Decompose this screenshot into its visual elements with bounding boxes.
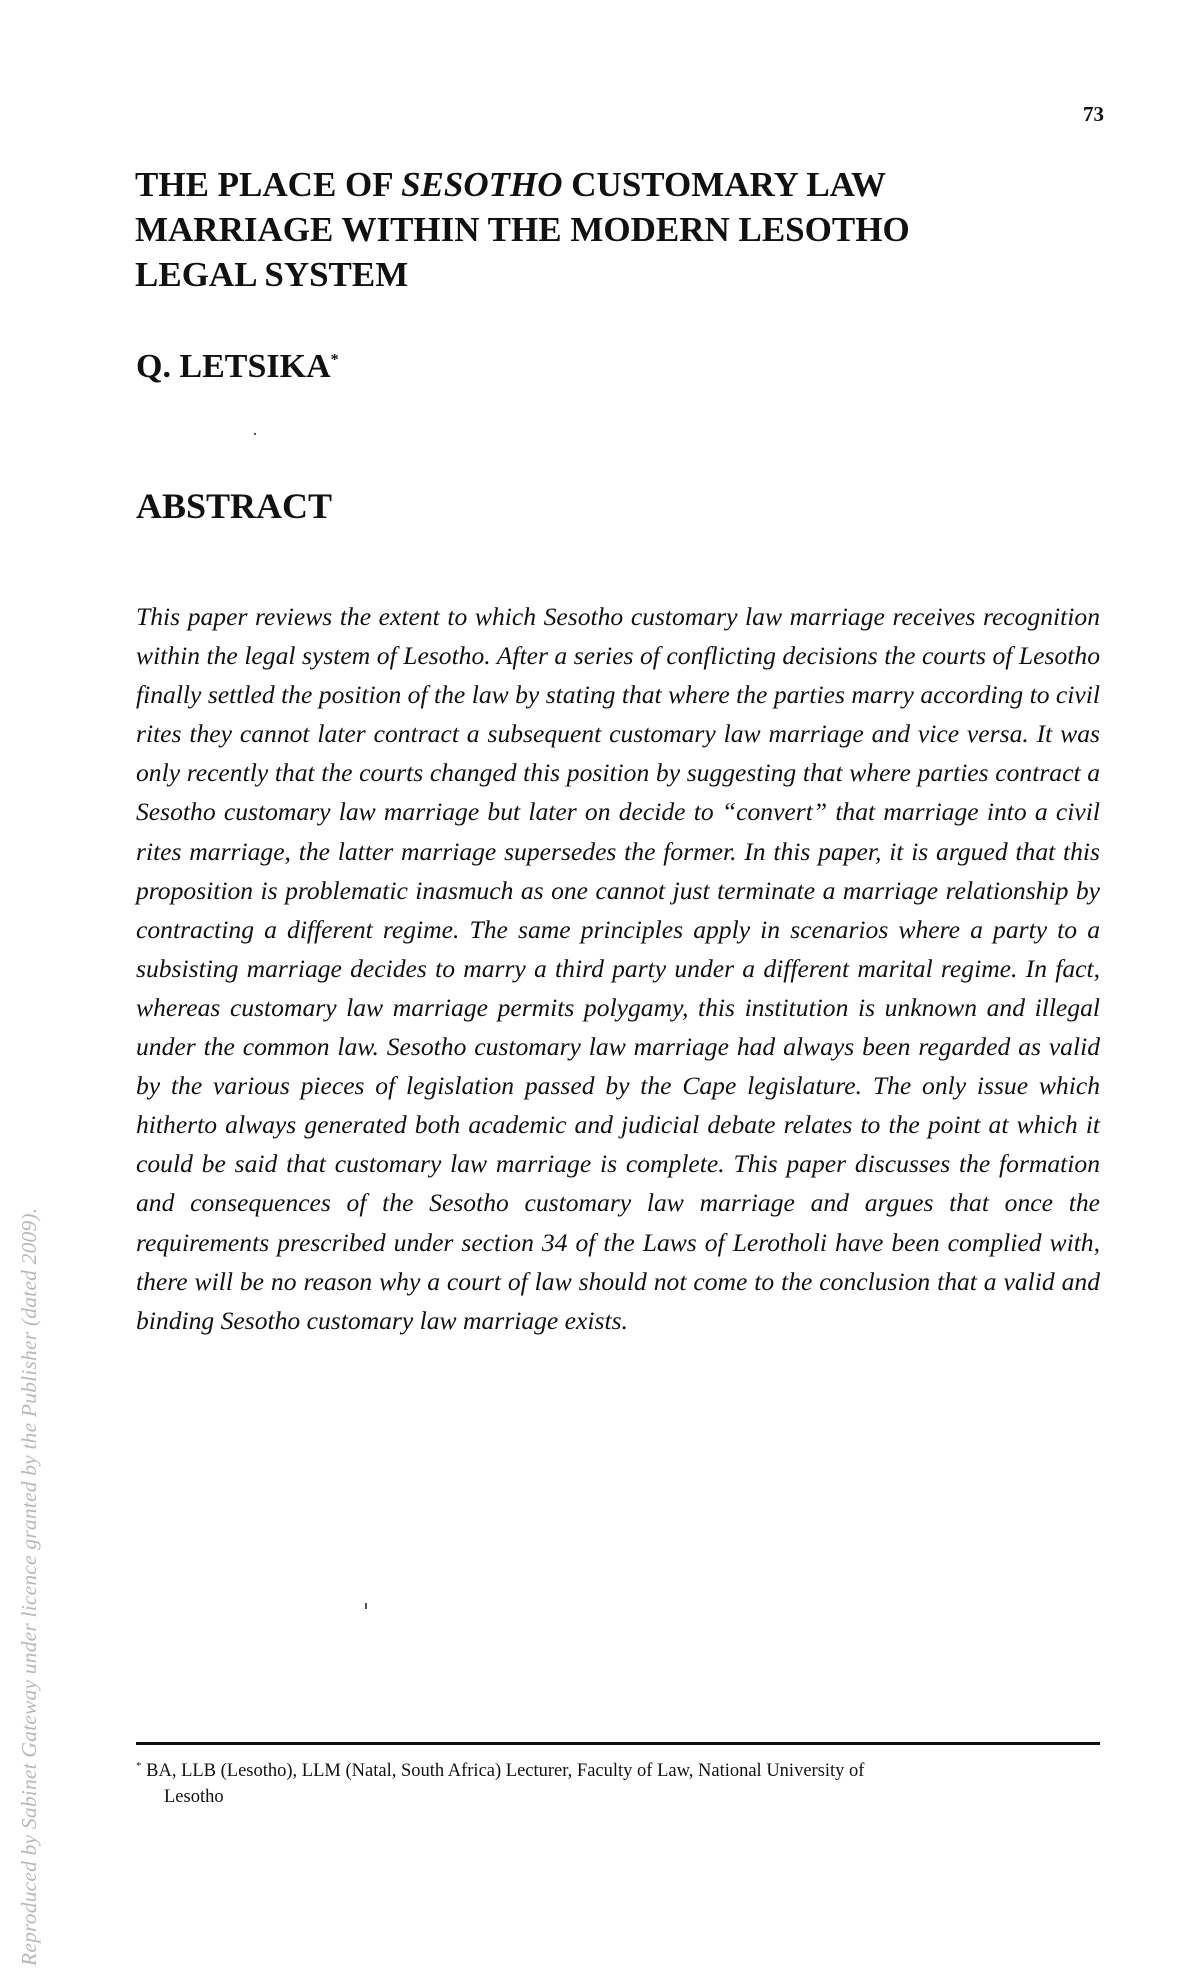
scan-speck	[365, 1603, 367, 1609]
author-name: Q. LETSIKA	[136, 348, 331, 385]
publisher-watermark: Reproduced by Sabinet Gateway under licence granted by the Publisher (dated 2009).	[17, 1207, 41, 1966]
footnote-marker: *	[136, 1759, 142, 1772]
title-part-2: CUSTOMARY LAW MARRIAGE WITHIN THE MODERN LESOTHO LEGAL SYSTEM	[135, 165, 910, 294]
page-number: 73	[1083, 102, 1104, 126]
footnote-text: BA, LLB (Lesotho), LLM (Natal, South Africa) Lecturer, Faculty of Law, National University of	[141, 1761, 865, 1781]
title-italic-word: SESOTHO	[401, 165, 563, 204]
article-author	[136, 347, 339, 387]
footnote-line	[136, 1758, 1100, 1784]
footnote-continuation: Lesotho	[164, 1787, 224, 1807]
title-part-1: THE PLACE OF	[135, 165, 402, 204]
abstract-body: This paper reviews the extent to which Sesotho customary law marriage receives recognition within the legal system of Lesotho. After a series of conflicting decisions the courts of Lesotho finally settled the position of the law by stating that where the parties marry according to civil rites they cannot later contract a subsequent customary law marriage and vice versa. It was only recently that the courts changed this position by suggesting that where parties contract a Sesotho customary law marriage but later on decide to “convert” that marriage into a civil rites marriage, the latter marriage supersedes the former. In this paper, it is argued that this proposition is problematic inasmuch as one cannot just terminate a marriage relationship by contracting a different regime. The same principles apply in scenarios where a party to a subsisting marriage decides to marry a third party under a different marital regime. In fact, whereas customary law marriage permits polygamy, this institution is unknown and illegal under the common law. Sesotho customary law marriage had always been regarded as valid by the various pieces of legislation passed by the Cape legislature. The only issue which hitherto always generated both academic and judicial debate relates to the point at which it could be said that customary law marriage is complete. This paper discusses the formation and consequences of the Sesotho customary law marriage and argues that once the requirements prescribed under section 34 of the Laws of Lerotholi have been complied with, there will be no reason why a court of law should not come to the conclusion that a valid and binding Sesotho customary law marriage exists.	[136, 602, 1100, 1335]
article-title	[135, 162, 1035, 297]
footnote-rule	[136, 1742, 1100, 1745]
author-footnote-marker: *	[330, 351, 339, 369]
footnote	[136, 1758, 1100, 1810]
scan-speck	[254, 433, 256, 435]
abstract-heading: ABSTRACT	[136, 486, 333, 526]
